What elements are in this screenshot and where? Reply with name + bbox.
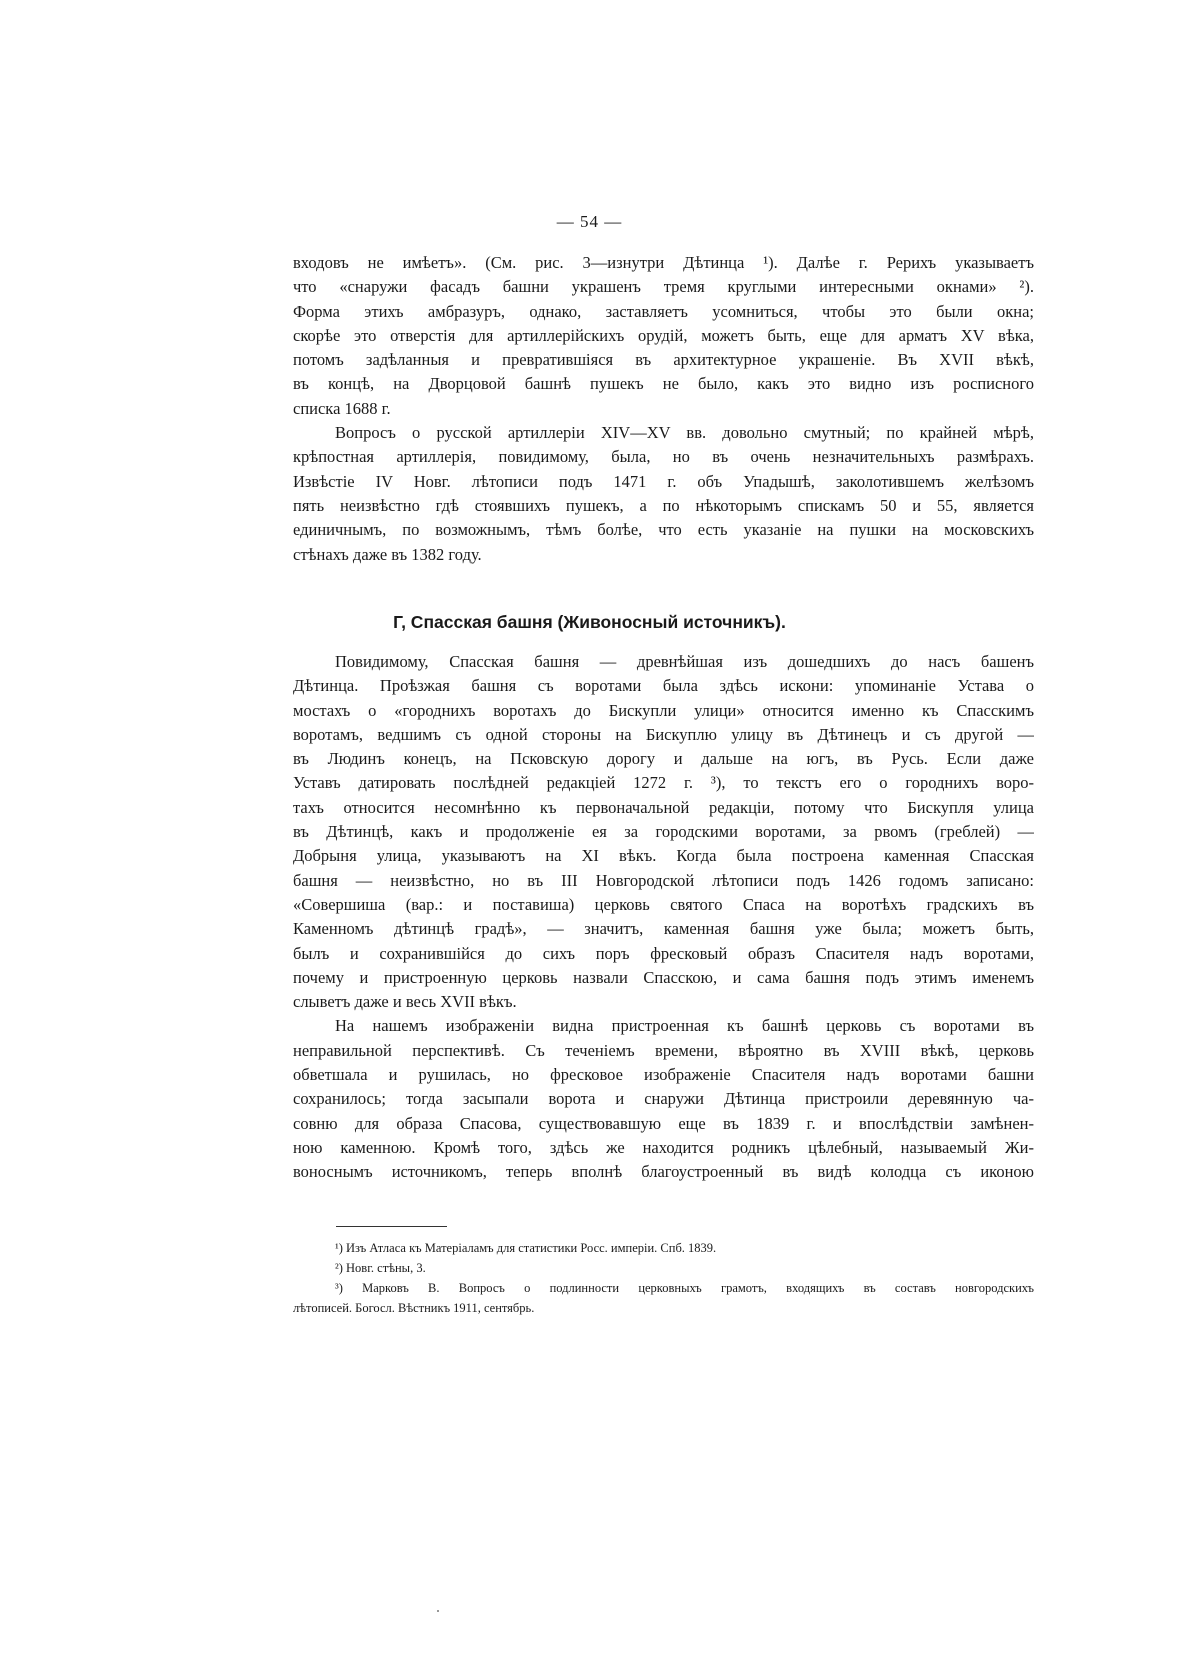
text-line: что «снаружи фасадъ башни украшенъ тремя круглыми интересными окнами» ²). [293, 277, 1034, 297]
text-line: Повидимому, Спасская башня — древнѣйшая изъ дошедшихъ до насъ башенъ [335, 652, 1034, 671]
text-line: въ концѣ, на Дворцовой башнѣ пушекъ не было, какъ это видно изъ росписного [293, 374, 1034, 394]
footnotes [293, 1238, 1034, 1318]
text-line: Добрыня улица, указываютъ на XI вѣкъ. Когда была построена каменная Спасская [293, 846, 1034, 866]
footnote-continuation: лѣтописей. Богосл. Вѣстникъ 1911, сентябрь. [293, 1301, 535, 1315]
text-line: ною каменною. Кромѣ того, здѣсь же находится родникъ цѣлебный, называемый Жи- [293, 1137, 1034, 1157]
text-line: стѣнахъ даже въ 1382 году. [293, 544, 482, 564]
text-line: въ Людинъ конецъ, на Псковскую дорогу и дальше на югъ, въ Русь. Если даже [293, 749, 1034, 769]
footnote: ²) Новг. стѣны, 3. [335, 1261, 426, 1275]
text-line: былъ и сохранившійся до сихъ поръ фресковый образъ Спасителя надъ воротами, [293, 943, 1034, 963]
text-line: совню для образа Спасова, существовавшую еще въ 1839 г. и впослѣдствіи замѣнен- [293, 1113, 1034, 1133]
section-heading: Г, Спасская башня (Живоносный источникъ). [393, 612, 786, 632]
text-line: крѣпостная артиллерія, повидимому, была, но въ очень незначительныхъ размѣрахъ. [293, 447, 1034, 467]
text-line: сохранилось; тогда засыпали ворота и снаружи Дѣтинца пристроили деревянную ча- [293, 1089, 1034, 1109]
text-line: Каменномъ дѣтинцѣ градѣ», — значитъ, каменная башня уже была; можетъ быть, [293, 919, 1034, 939]
text-line: почему и пристроенную церковь назвали Спасскою, и сама башня подъ этимъ именемъ [293, 967, 1034, 987]
text-line: Форма этихъ амбразуръ, однако, заставляетъ усомниться, чтобы это были окна; [293, 301, 1034, 321]
text-line: скорѣе это отверстія для артиллерійскихъ орудій, можетъ быть, еще для арматъ XV вѣка, [293, 325, 1034, 345]
text-line: «Совершиша (вар.: и поставиша) церковь святого Спаса на воротѣхъ градскихъ въ [293, 894, 1034, 914]
text-line: тахъ относится несомнѣнно къ первоначальной редакціи, потому что Бискупля улица [293, 797, 1034, 817]
text-line: въ Дѣтинцѣ, какъ и продолженіе ея за городскими воротами, за рвомъ (греблей) — [293, 822, 1034, 842]
footnote: ³) Марковъ В. Вопросъ о подлинности церковныхъ грамотъ, входящихъ въ составъ новгородскихъ [335, 1281, 1034, 1295]
text-line: слыветъ даже и весь XVII вѣкъ. [293, 992, 517, 1012]
text-line: списка 1688 г. [293, 398, 391, 418]
text-line: потомъ задѣланныя и превратившіяся въ архитектурное украшеніе. Въ XVII вѣкѣ, [293, 350, 1034, 370]
text-line: неправильной перспективѣ. Съ теченіемъ времени, вѣроятно въ XVIII вѣкѣ, церковь [293, 1040, 1034, 1060]
text-line: воноснымъ источникомъ, теперь вполнѣ благоустроенный въ видѣ колодца съ иконою [293, 1162, 1034, 1182]
text-line: Уставъ датировать послѣдней редакціей 1272 г. ³), то текстъ его о городнихъ воро- [293, 773, 1034, 793]
paragraph-block-spasskaya-tower [293, 650, 1034, 1185]
footnote: ¹) Изъ Атласа къ Матеріаламъ для статистики Росс. имперіи. Спб. 1839. [335, 1241, 717, 1255]
text-line: обветшала и рушилась, но фресковое изображеніе Спасителя надъ воротами башни [293, 1065, 1034, 1085]
paragraph-block-artillery [293, 251, 1034, 567]
scan-speck [437, 1610, 439, 1612]
text-line: Извѣстіе IV Новг. лѣтописи подъ 1471 г. объ Упадышѣ, заколотившемъ желѣзомъ [293, 471, 1034, 491]
text-line: входовъ не имѣетъ». (См. рис. 3—изнутри Дѣтинца ¹). Далѣе г. Рерихъ указываетъ [293, 253, 1034, 272]
text-line: Вопросъ о русской артиллеріи XIV—XV вв. довольно смутный; по крайней мѣрѣ, [335, 423, 1034, 443]
text-line: На нашемъ изображеніи видна пристроенная къ башнѣ церковь съ воротами въ [335, 1016, 1034, 1036]
text-line: воротамъ, ведшимъ съ одной стороны на Бискуплю улицу въ Дѣтинецъ и съ другой — [293, 724, 1034, 744]
text-line: башня — неизвѣстно, но въ III Новгородской лѣтописи подъ 1426 годомъ записано: [293, 870, 1034, 890]
text-line: единичнымъ, по возможнымъ, тѣмъ болѣе, что есть указаніе на пушки на московскихъ [293, 520, 1034, 540]
footnote-divider [336, 1226, 447, 1227]
text-line: мостахъ о «городнихъ воротахъ до Бискупли улици» относится именно къ Спасскимъ [293, 700, 1034, 720]
text-line: пять неизвѣстно гдѣ стоявшихъ пушекъ, а по нѣкоторымъ спискамъ 50 и 55, является [293, 495, 1034, 515]
text-line: Дѣтинца. Проѣзжая башня съ воротами была здѣсь искони: упоминаніе Устава о [293, 676, 1034, 696]
page-number: — 54 — [556, 212, 623, 231]
